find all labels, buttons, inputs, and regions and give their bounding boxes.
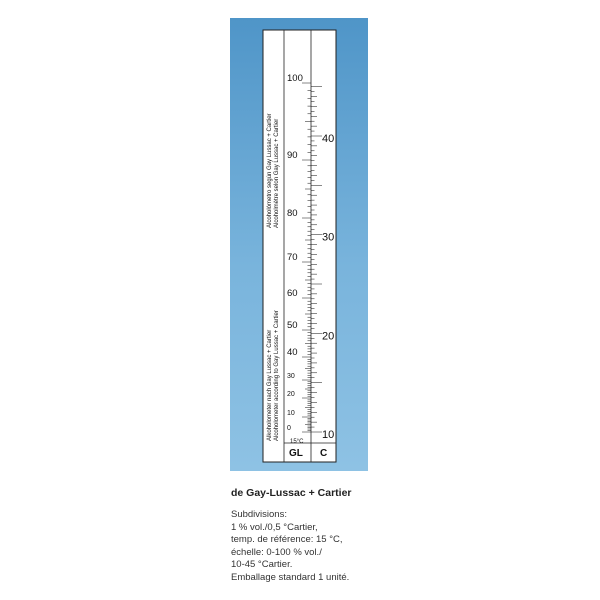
caption-line: Subdivisions: — [231, 509, 287, 520]
caption-title: de Gay-Lussac + Cartier — [231, 487, 352, 499]
gl-number-label: 0 — [287, 425, 291, 432]
caption-line: Emballage standard 1 unité. — [231, 571, 350, 583]
gl-number-label: 20 — [287, 391, 295, 398]
gl-number-label: 80 — [287, 208, 298, 219]
cartier-column-header: C — [320, 448, 328, 459]
caption — [231, 487, 571, 584]
gl-number-label: 10 — [287, 410, 295, 417]
gl-number-label: 90 — [287, 150, 298, 161]
gl-number-label: 30 — [287, 373, 295, 380]
caption-line: temp. de référence: 15 °C, — [231, 534, 343, 545]
caption-line: échelle: 0-100 % vol./ — [231, 546, 322, 558]
gl-number-label: 40 — [287, 347, 298, 358]
caption-lines — [231, 509, 571, 584]
cartier-number-label: 40 — [322, 133, 335, 145]
side-label-upper-1: Alcoholómetro según Gay Lussac + Cartier — [267, 113, 273, 228]
caption-line: 10-45 °Cartier. — [231, 559, 293, 570]
gl-number-label: 70 — [287, 252, 298, 263]
caption-line: 1 % vol./0,5 °Cartier, — [231, 521, 318, 533]
gl-number-label: 50 — [287, 320, 298, 331]
side-label-upper-2: Alcoholmètre selon Gay Lussac + Cartier — [274, 118, 280, 228]
side-label-lower-1: Alkoholometer nach Gay Lussac + Cartier — [267, 329, 273, 441]
gl-number-label: 100 — [287, 73, 303, 84]
gl-column-header: GL — [289, 448, 303, 459]
cartier-number-label: 10 — [322, 429, 335, 441]
gl-number-label: 60 — [287, 288, 298, 299]
cartier-number-label: 30 — [322, 231, 335, 244]
cartier-number-label: 20 — [322, 330, 335, 343]
side-label-lower-2: Alcoholometer according to Gay Lussac + Cartier — [274, 310, 280, 441]
reference-temperature-label: 15°C — [290, 439, 304, 445]
